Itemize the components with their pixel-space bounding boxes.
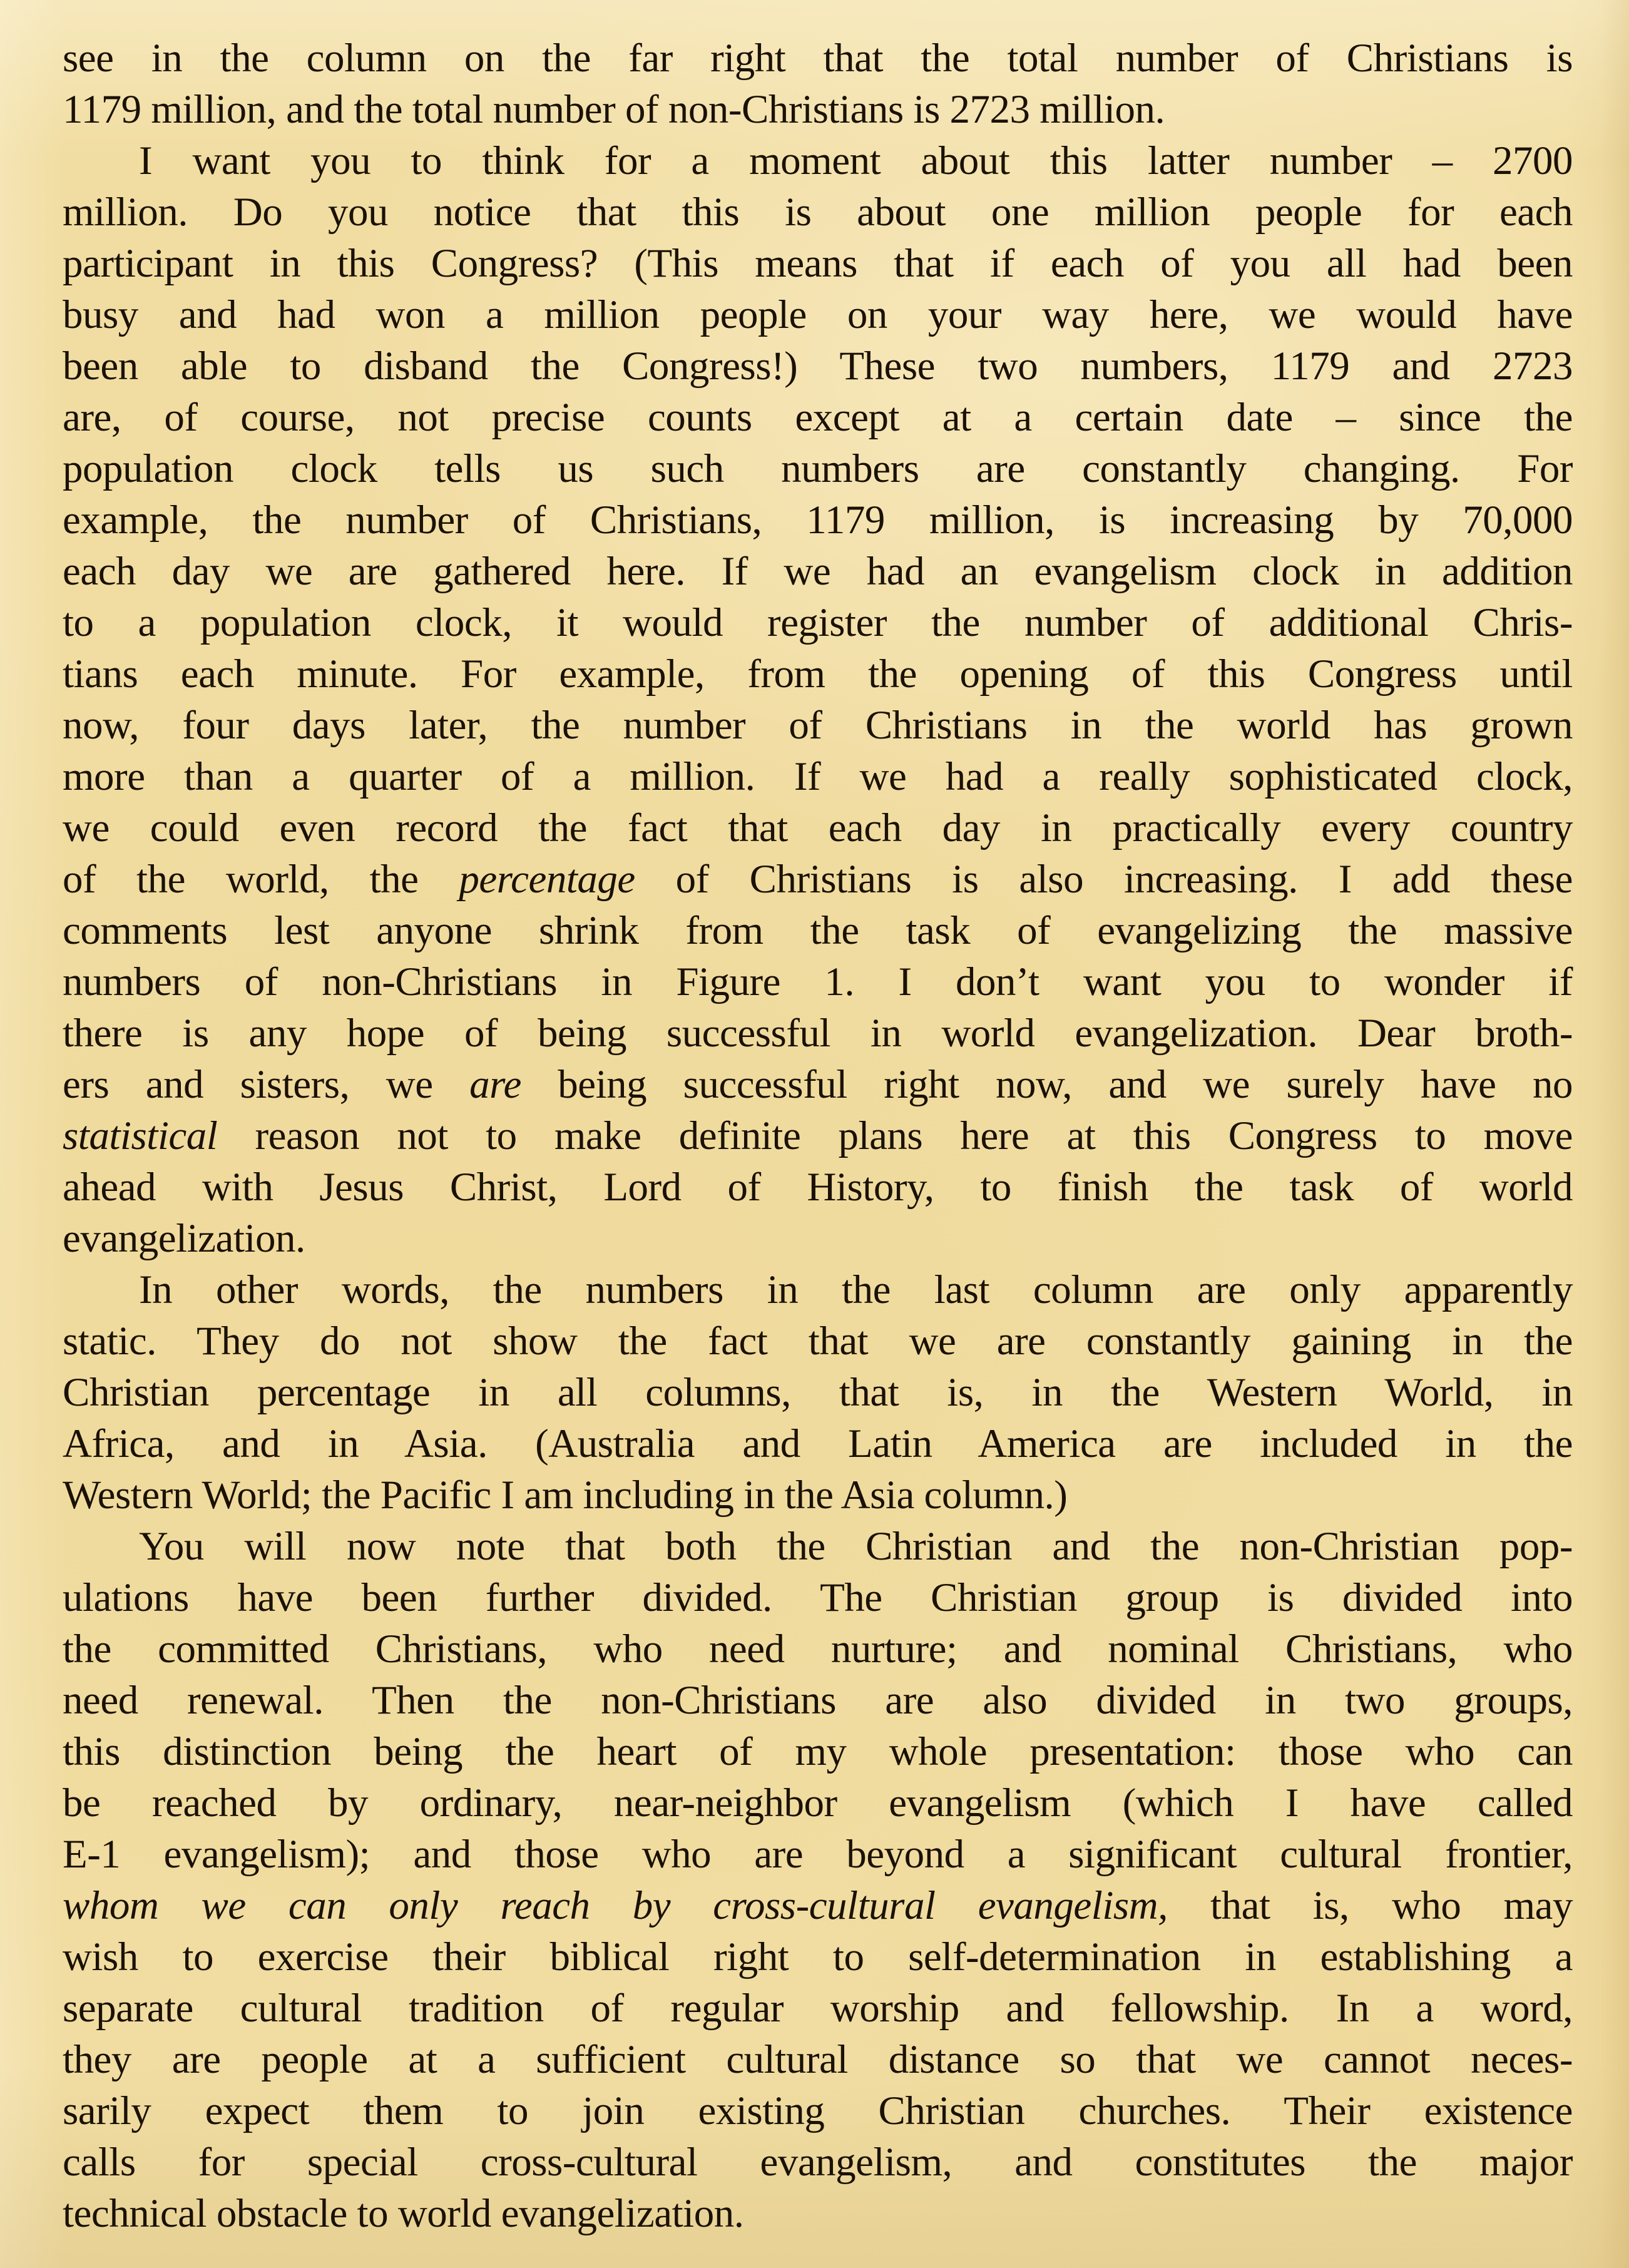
text-segment: In other words, the numbers in the last column are only apparently (139, 1267, 1573, 1312)
text-line (63, 2137, 1573, 2188)
text-segment: see in the column on the far right that the total number of Christians is (63, 36, 1573, 81)
text-segment: population clock tells us such numbers are constantly changing. For (63, 446, 1573, 491)
text-line (63, 597, 1573, 648)
text-line (63, 751, 1573, 802)
text-line (63, 1931, 1573, 1983)
text-line (63, 1880, 1573, 1931)
text-segment: ers and sisters, we (63, 1062, 470, 1107)
text-segment: they are people at a sufficient cultural distance so that we cannot neces- (63, 2037, 1573, 2082)
text-line (63, 700, 1573, 751)
text-segment: this distinction being the heart of my whole presentation: those who can (63, 1729, 1573, 1774)
text-segment: being successful right now, and we surely have no (521, 1062, 1573, 1107)
text-segment: we could even record the fact that each day in practically every country (63, 805, 1573, 850)
text-segment: separate cultural tradition of regular worship and fellowship. In a word, (63, 1986, 1573, 2031)
text-line (63, 1110, 1573, 1162)
text-segment: Western World; the Pacific I am including in the Asia column.) (63, 1473, 1068, 1518)
page-text (63, 33, 1573, 2239)
text-segment: need renewal. Then the non-Christians are also divided in two groups, (63, 1678, 1573, 1723)
text-segment: comments lest anyone shrink from the task of evangelizing the massive (63, 908, 1573, 953)
italic-text-segment: whom we can only reach by cross-cultural evangelism, (63, 1883, 1168, 1928)
text-segment: participant in this Congress? (This means that if each of you all had been (63, 241, 1573, 286)
text-line (63, 238, 1573, 289)
text-segment: there is any hope of being successful in world evangelization. Dear broth- (63, 1011, 1573, 1056)
text-line (63, 1213, 1573, 1264)
text-segment: I want you to think for a moment about this latter number – 2700 (139, 138, 1573, 183)
text-segment: been able to disband the Congress!) These two numbers, 1179 and 2723 (63, 344, 1573, 389)
text-line (63, 1572, 1573, 1623)
text-segment: tians each minute. For example, from the opening of this Congress until (63, 651, 1573, 697)
text-line (63, 1521, 1573, 1572)
text-segment: sarily expect them to join existing Christian churches. Their existence (63, 2088, 1573, 2133)
text-line (63, 1675, 1573, 1726)
text-segment: to a population clock, it would register the number of additional Chris- (63, 600, 1573, 645)
text-segment: calls for special cross-cultural evangelism, and constitutes the major (63, 2140, 1573, 2185)
text-line (63, 494, 1573, 546)
text-line (63, 392, 1573, 443)
text-segment: E-1 evangelism); and those who are beyond a significant cultural frontier, (63, 1832, 1573, 1877)
text-line (63, 546, 1573, 597)
text-segment: evangelization. (63, 1216, 305, 1261)
text-line (63, 1469, 1573, 1521)
text-line (63, 443, 1573, 494)
text-segment: You will now note that both the Christian and the non-Christian pop- (139, 1524, 1573, 1569)
text-line (63, 340, 1573, 392)
italic-text-segment: statistical (63, 1113, 218, 1158)
text-segment: 1179 million, and the total number of non-Christians is 2723 million. (63, 87, 1165, 132)
text-line (63, 2085, 1573, 2137)
text-line (63, 84, 1573, 135)
text-line (63, 802, 1573, 854)
text-segment: of the world, the (63, 857, 459, 902)
text-line (63, 33, 1573, 84)
text-line (63, 2034, 1573, 2085)
text-segment: are, of course, not precise counts except at a certain date – since the (63, 395, 1573, 440)
text-line (63, 1418, 1573, 1469)
text-line (63, 1264, 1573, 1315)
text-line (63, 1315, 1573, 1367)
text-line (63, 1983, 1573, 2034)
text-segment: example, the number of Christians, 1179 million, is increasing by 70,000 (63, 498, 1573, 543)
italic-text-segment: percentage (459, 857, 635, 902)
text-segment: more than a quarter of a million. If we had a really sophisticated clock, (63, 754, 1573, 799)
text-line (63, 905, 1573, 956)
text-segment: numbers of non-Christians in Figure 1. I don’t want you to wonder if (63, 959, 1573, 1004)
text-line (63, 956, 1573, 1008)
text-segment: Christian percentage in all columns, that is, in the Western World, in (63, 1370, 1573, 1415)
text-segment: ulations have been further divided. The Christian group is divided into (63, 1575, 1573, 1620)
text-segment: busy and had won a million people on your way here, we would have (63, 292, 1573, 337)
text-line (63, 648, 1573, 700)
text-segment: million. Do you notice that this is about one million people for each (63, 190, 1573, 235)
text-line (63, 135, 1573, 186)
text-segment: technical obstacle to world evangelization. (63, 2191, 744, 2236)
text-segment: static. They do not show the fact that we are constantly gaining in the (63, 1319, 1573, 1364)
text-segment: ahead with Jesus Christ, Lord of History, to finish the task of world (63, 1165, 1573, 1210)
text-segment: of Christians is also increasing. I add these (635, 857, 1573, 902)
text-segment: that is, who may (1167, 1883, 1573, 1928)
text-line (63, 2188, 1573, 2239)
text-segment: be reached by ordinary, near-neighbor evangelism (which I have called (63, 1780, 1573, 1826)
text-line (63, 1829, 1573, 1880)
text-line (63, 1726, 1573, 1777)
text-line (63, 1777, 1573, 1829)
text-line (63, 289, 1573, 340)
text-line (63, 1059, 1573, 1110)
text-segment: each day we are gathered here. If we had an evangelism clock in addition (63, 549, 1573, 594)
text-line (63, 1162, 1573, 1213)
text-segment: wish to exercise their biblical right to self-determination in establishing a (63, 1934, 1573, 1979)
italic-text-segment: are (469, 1062, 521, 1107)
text-segment: now, four days later, the number of Christians in the world has grown (63, 703, 1573, 748)
text-segment: reason not to make definite plans here at this Congress to move (217, 1113, 1573, 1158)
text-line (63, 1367, 1573, 1418)
text-segment: Africa, and in Asia. (Australia and Latin America are included in the (63, 1421, 1573, 1466)
text-line (63, 1623, 1573, 1675)
text-line (63, 186, 1573, 238)
text-line (63, 854, 1573, 905)
text-line (63, 1008, 1573, 1059)
text-segment: the committed Christians, who need nurture; and nominal Christians, who (63, 1627, 1573, 1672)
